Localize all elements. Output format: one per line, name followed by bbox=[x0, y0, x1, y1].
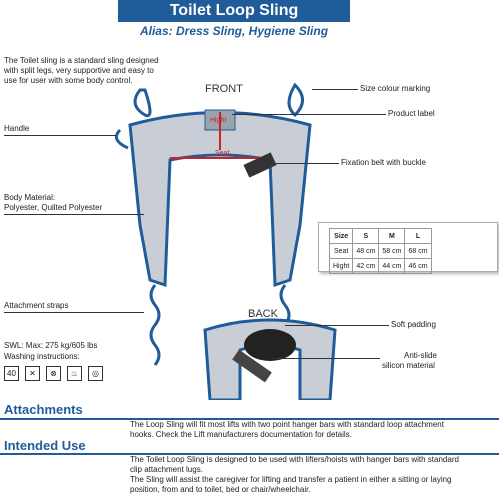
dry-clean-icon: ◎ bbox=[88, 366, 103, 381]
table-cell: 68 cm bbox=[405, 244, 431, 259]
leader-product bbox=[232, 114, 386, 115]
table-header-cell: S bbox=[353, 229, 379, 244]
leader-handle bbox=[4, 135, 116, 136]
leader-body-material bbox=[4, 214, 144, 215]
intro-text: The Toilet sling is a standard sling designed with split legs, very supportive and easy to use for user with some body control. bbox=[4, 56, 159, 85]
table-cell: 42 cm bbox=[353, 259, 379, 274]
left-attachment-strap bbox=[151, 285, 159, 365]
label-body-material-value: Polyester, Quilted Polyester bbox=[4, 203, 103, 212]
leader-fixation bbox=[275, 163, 339, 164]
label-silicon: silicon material bbox=[382, 361, 435, 370]
table-cell: Seat bbox=[330, 244, 353, 259]
back-label: BACK bbox=[248, 308, 278, 320]
leader-size-colour bbox=[312, 89, 358, 90]
table-cell: Hight bbox=[330, 259, 353, 274]
iron-icon: ♨ bbox=[67, 366, 82, 381]
front-label: FRONT bbox=[205, 83, 243, 95]
intended-use-text-2: The Sling will assist the caregiver for lifting and transfer a patient in either a sitting or laying position, from and to toilet, bed or chair/wheelchair. bbox=[130, 475, 452, 494]
label-size-colour: Size colour marking bbox=[360, 84, 431, 93]
leader-attachment-straps bbox=[4, 312, 144, 313]
attachments-title: Attachments bbox=[4, 402, 83, 417]
leader-soft-padding bbox=[285, 325, 389, 326]
label-soft-padding: Soft padding bbox=[391, 320, 436, 329]
table-cell: 58 cm bbox=[379, 244, 405, 259]
leader-anti-slide bbox=[270, 358, 380, 359]
seat-marker: Seat bbox=[215, 150, 230, 157]
table-cell: 48 cm bbox=[353, 244, 379, 259]
label-fixation-belt: Fixation belt with buckle bbox=[341, 158, 426, 167]
no-bleach-icon: ✕ bbox=[25, 366, 40, 381]
handle bbox=[116, 130, 128, 148]
table-header-row bbox=[330, 229, 432, 244]
washing-instructions-label: Washing instructions: bbox=[4, 352, 80, 361]
intended-use-title: Intended Use bbox=[4, 438, 86, 453]
page-title: Toilet Loop Sling bbox=[118, 0, 350, 22]
intended-use-text-1: The Toilet Loop Sling is designed to be used with lifters/hoists with hanger bars with standard clip attachment lugs. bbox=[130, 455, 459, 474]
table-row bbox=[330, 259, 432, 274]
back-sling-diagram bbox=[200, 305, 340, 400]
label-product: Product label bbox=[388, 109, 435, 118]
right-top-loop bbox=[289, 85, 303, 115]
table-cell: 46 cm bbox=[405, 259, 431, 274]
size-table bbox=[329, 228, 432, 274]
table-header-cell: Size bbox=[330, 229, 353, 244]
alias-subtitle: Alias: Dress Sling, Hygiene Sling bbox=[139, 24, 329, 38]
left-top-loop bbox=[135, 90, 150, 116]
table-header-cell: L bbox=[405, 229, 431, 244]
label-handle: Handle bbox=[4, 124, 30, 133]
label-attachment-straps: Attachment straps bbox=[4, 301, 69, 310]
label-body-material: Body Material: bbox=[4, 193, 56, 202]
hight-marker: Hight bbox=[210, 117, 227, 124]
wash-40-icon: 40 bbox=[4, 366, 19, 381]
label-anti-slide: Anti-slide bbox=[404, 351, 437, 360]
table-header-cell: M bbox=[379, 229, 405, 244]
swl-text: SWL: Max: 275 kg/605 lbs bbox=[4, 341, 98, 350]
table-row bbox=[330, 244, 432, 259]
attachments-text: The Loop Sling will fit most lifts with two point hanger bars with standard loop attachment hooks. Check the Lift manufacturers documentation for details. bbox=[130, 420, 444, 439]
soft-padding bbox=[244, 329, 296, 361]
table-cell: 44 cm bbox=[379, 259, 405, 274]
no-tumble-dry-icon: ⊗ bbox=[46, 366, 61, 381]
washing-icons bbox=[4, 366, 103, 381]
